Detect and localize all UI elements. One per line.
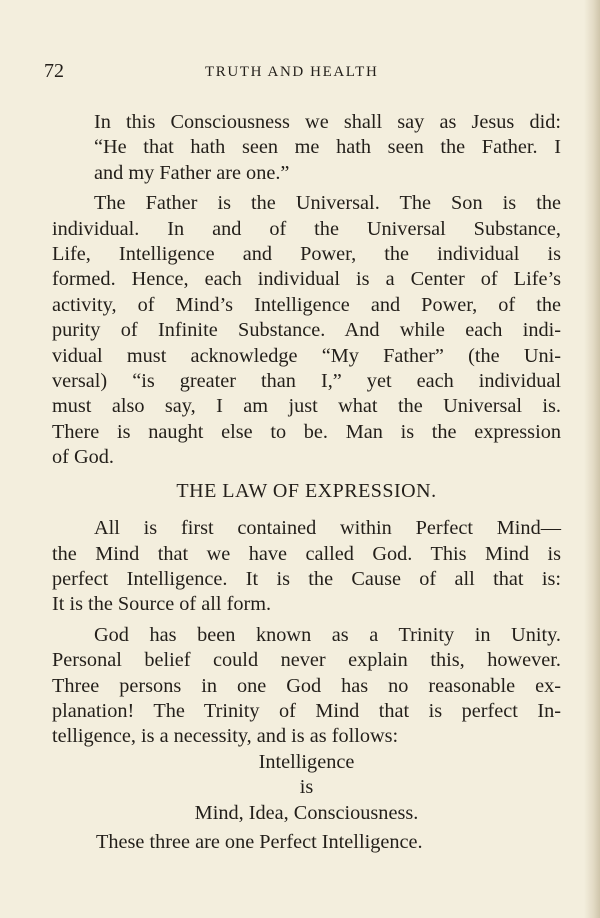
paragraph-4 — [52, 623, 561, 750]
text-line: “He that hath seen me hath seen the Father. I — [94, 136, 561, 159]
text-line: activity, of Mind’s Intelligence and Power, of the — [52, 293, 561, 316]
centered-line: Intelligence — [258, 750, 355, 773]
text-line: Three persons in one God has no reasonable ex- — [52, 674, 561, 697]
text-line: formed. Hence, each individual is a Center of Life’s — [52, 268, 561, 291]
text-line: vidual must acknowledge “My Father” (the Uni- — [52, 344, 561, 367]
text-line: planation! The Trinity of Mind that is perfect In- — [52, 699, 561, 722]
text-line: versal) “is greater than I,” yet each individual — [52, 370, 561, 393]
text-line: The Father is the Universal. The Son is the — [94, 192, 561, 215]
text-line: and my Father are one.” — [94, 161, 290, 184]
page-number: 72 — [44, 60, 64, 82]
running-head: TRUTH AND HEALTH — [205, 64, 379, 80]
section-heading: THE LAW OF EXPRESSION. — [176, 479, 437, 502]
text-line: must also say, I am just what the Universal is. — [52, 395, 561, 418]
paragraph-2 — [52, 191, 561, 470]
closing-line: These three are one Perfect Intelligence. — [96, 830, 423, 853]
text-line: All is first contained within Perfect Mind— — [94, 517, 561, 540]
text-line: of God. — [52, 446, 114, 469]
text-line: There is naught else to be. Man is the expression — [52, 420, 561, 443]
text-line: purity of Infinite Substance. And while each indi- — [52, 319, 561, 342]
paragraph-3 — [52, 516, 561, 618]
text-line: In this Consciousness we shall say as Jesus did: — [94, 111, 561, 133]
text-line: telligence, is a necessity, and is as follows: — [52, 725, 399, 748]
text-line: God has been known as a Trinity in Unity. — [94, 623, 561, 646]
text-line: perfect Intelligence. It is the Cause of all that is: — [52, 567, 561, 590]
text-line: the Mind that we have called God. This Mind is — [52, 542, 561, 565]
body-text — [52, 110, 561, 855]
page-edge-shadow — [584, 0, 600, 918]
paragraph-1 — [52, 110, 561, 186]
text-line: Personal belief could never explain this, however. — [52, 649, 561, 672]
text-line: Life, Intelligence and Power, the individual is — [52, 243, 561, 266]
centered-line: Mind, Idea, Consciousness. — [194, 801, 419, 824]
text-line: It is the Source of all form. — [52, 593, 272, 616]
centered-line: is — [299, 776, 314, 799]
text-line: individual. In and of the Universal Substance, — [52, 217, 561, 240]
